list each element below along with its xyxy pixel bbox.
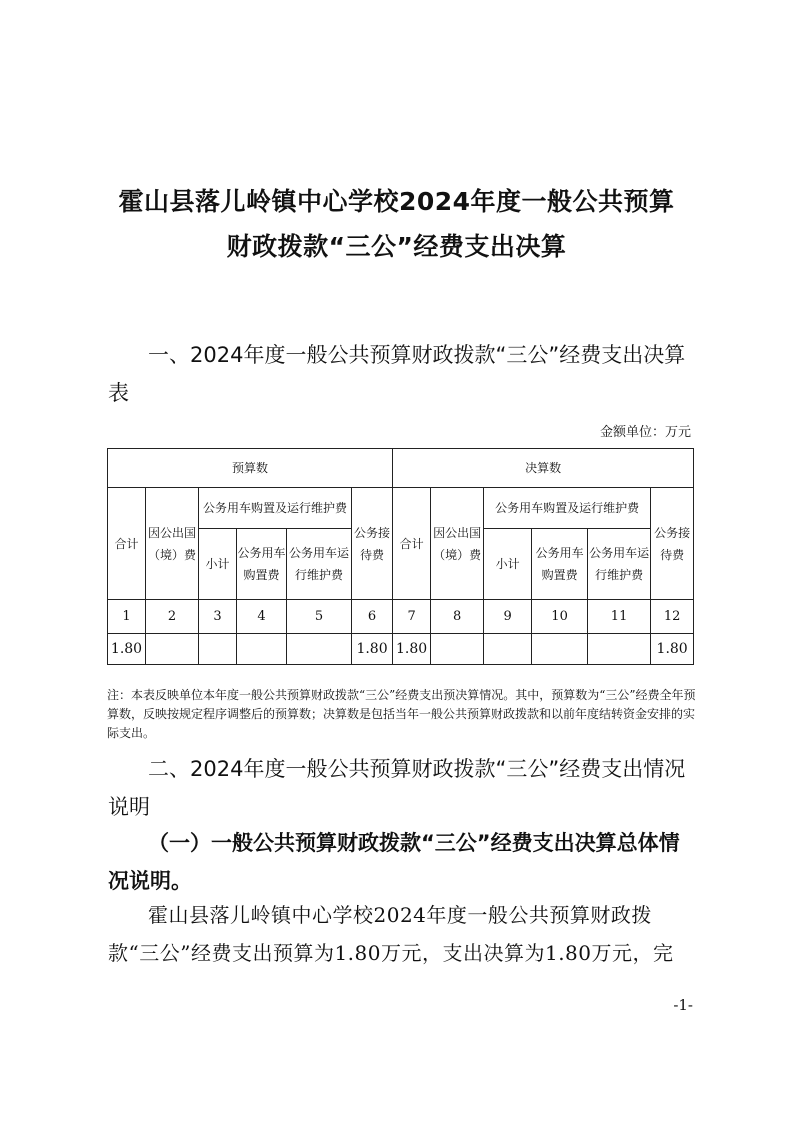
column-number: 1 (108, 600, 146, 634)
budget-reception-header: 公务接待费 (352, 488, 393, 600)
three-public-expense-table (107, 448, 694, 665)
final-vehicle-operation-value (588, 634, 651, 665)
column-number: 10 (532, 600, 588, 634)
column-number: 5 (287, 600, 352, 634)
budget-subtotal-value (199, 634, 237, 665)
budget-vehicle-operation-header: 公务用车运行维护费 (287, 529, 352, 600)
budget-vehicle-group-header: 公务用车购置及运行维护费 (199, 488, 352, 529)
table-note: 注：本表反映单位本年度一般公共预算财政拨款“三公”经费支出预决算情况。其中，预算数为“三公”经费全年预算数，反映按规定程序调整后的预算数；决算数是包括当年一般公共预算财政拨款和以前年度结转资金安排的实际支出。 (107, 688, 696, 740)
final-header: 决算数 (393, 449, 694, 488)
budget-total-value: 1.80 (108, 634, 146, 665)
table-unit-label: 金额单位：万元 (599, 425, 691, 440)
column-number: 11 (588, 600, 651, 634)
column-number: 3 (199, 600, 237, 634)
budget-header: 预算数 (108, 449, 393, 488)
document-title-line1: 霍山县落儿岭镇中心学校2024年度一般公共预算 (118, 187, 675, 216)
final-subtotal-value (484, 634, 532, 665)
final-reception-value: 1.80 (651, 634, 694, 665)
final-reception-header: 公务接待费 (651, 488, 694, 600)
budget-vehicle-purchase-value (237, 634, 287, 665)
budget-abroad-value (146, 634, 199, 665)
final-vehicle-purchase-value (532, 634, 588, 665)
column-number: 6 (352, 600, 393, 634)
column-number: 8 (431, 600, 484, 634)
document-title-line2: 财政拨款“三公”经费支出决算 (226, 232, 567, 261)
final-vehicle-purchase-header: 公务用车购置费 (532, 529, 588, 600)
column-number: 12 (651, 600, 694, 634)
column-number: 9 (484, 600, 532, 634)
section2-subheading: （一）一般公共预算财政拨款“三公”经费支出决算总体情况说明。 (108, 831, 680, 893)
final-total-header: 合计 (393, 488, 431, 600)
section1-heading: 一、2024年度一般公共预算财政拨款“三公”经费支出决算表 (108, 343, 686, 405)
final-abroad-value (431, 634, 484, 665)
final-subtotal-header: 小计 (484, 529, 532, 600)
budget-subtotal-header: 小计 (199, 529, 237, 600)
column-number: 4 (237, 600, 287, 634)
final-vehicle-group-header: 公务用车购置及运行维护费 (484, 488, 651, 529)
page-number: -1- (673, 996, 693, 1014)
budget-vehicle-operation-value (287, 634, 352, 665)
final-total-value: 1.80 (393, 634, 431, 665)
budget-abroad-header: 因公出国（境）费 (146, 488, 199, 600)
section2-heading: 二、2024年度一般公共预算财政拨款“三公”经费支出情况说明 (108, 757, 686, 819)
final-vehicle-operation-header: 公务用车运行维护费 (588, 529, 651, 600)
budget-vehicle-purchase-header: 公务用车购置费 (237, 529, 287, 600)
budget-total-header: 合计 (108, 488, 146, 600)
column-number: 2 (146, 600, 199, 634)
column-number: 7 (393, 600, 431, 634)
final-abroad-header: 因公出国（境）费 (431, 488, 484, 600)
section2-paragraph: 霍山县落儿岭镇中心学校2024年度一般公共预算财政拨款“三公”经费支出预算为1.80万元，支出决算为1.80万元，完 (108, 903, 674, 965)
budget-reception-value: 1.80 (352, 634, 393, 665)
